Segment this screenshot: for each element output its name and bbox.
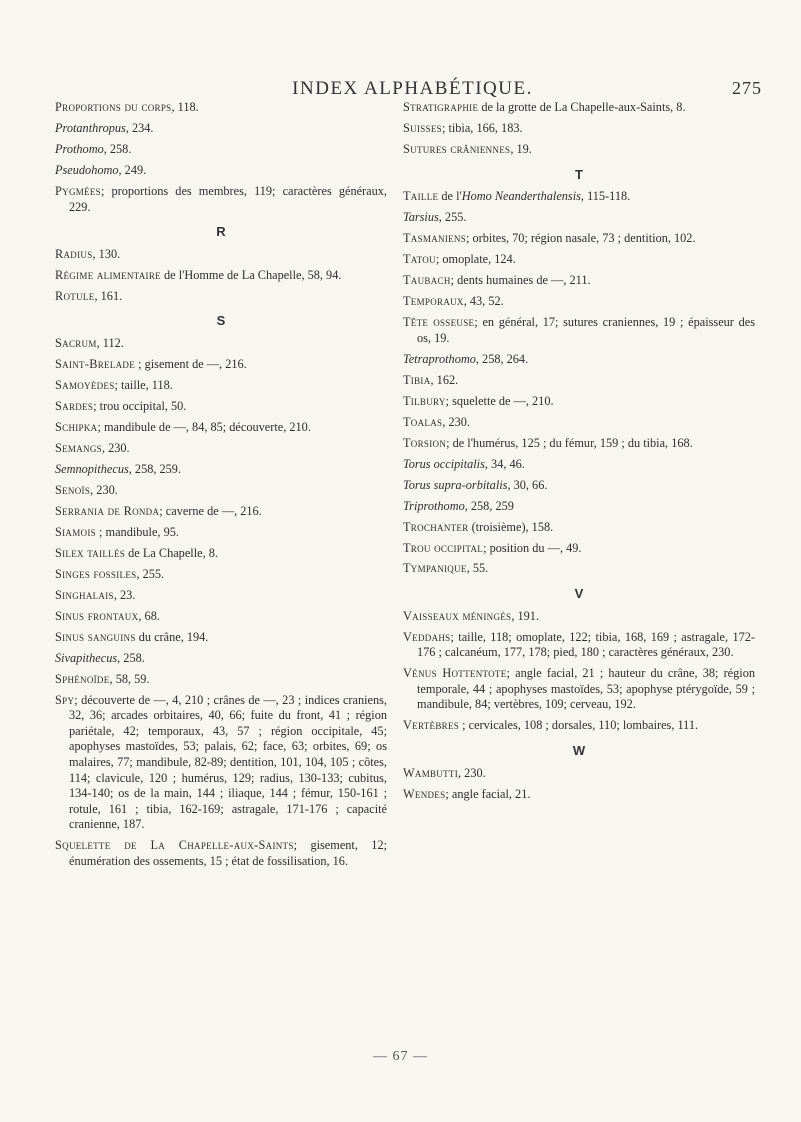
index-entry: Taubach; dents humaines de —, 211.: [403, 273, 591, 288]
index-entry: Rotule, 161.: [55, 288, 123, 303]
index-entry: Vénus Hottentote; angle facial, 21 ; hauteur du crâne, 38; région temporale, 44 ; apophyses mastoïdes, 53; apophyse ptérygoïde, 59 ; mandibule, 84; vertèbres, 109; cerveau, 192.: [403, 666, 755, 712]
index-entry: Temporaux, 43, 52.: [403, 294, 504, 309]
index-entry: Sinus frontaux, 68.: [55, 608, 160, 623]
index-entry: Saint-Brelade ; gisement de —, 216.: [55, 356, 247, 371]
index-entry: Serrania de Ronda; caverne de —, 216.: [55, 503, 262, 518]
section-letter: T: [575, 166, 583, 182]
index-entry: Tasmaniens; orbites, 70; région nasale, 73 ; dentition, 102.: [403, 231, 696, 246]
index-entry: Sivapithecus, 258.: [55, 650, 145, 665]
index-entry: Sardes; trou occipital, 50.: [55, 398, 187, 413]
index-entry: Spy; découverte de —, 4, 210 ; crânes de —, 23 ; indices craniens, 32, 36; arcades orbitaires, 40, 66; fuite du front, 41 ; région pariétale, 42; temporaux, 43, 57 ; région occipitale, 45; apophyses mastoïdes, 53; palais, 62; face, 63; orbites, 69; os malaires, 77; mandibule, 82-89; dentition, 101, 104, 105 ; côtes, 114; clavicule, 120 ; humérus, 129; radius, 130-133; cubitus, 134-140; os de la main, 144 ; iliaque, 144 ; fémur, 150-161 ; rotule, 161 ; tibia, 162-169; astragale, 171-176 ; capacité cranienne, 187.: [55, 692, 387, 832]
index-column-left: [55, 100, 387, 875]
index-entry: Singhalais, 23.: [55, 587, 136, 602]
section-letter: V: [574, 586, 584, 602]
index-entry: Tympanique, 55.: [403, 561, 489, 576]
index-entry: Samoyèdes; taille, 118.: [55, 377, 173, 392]
index-entry: Semangs, 230.: [55, 440, 130, 455]
index-entry: Tilbury; squelette de —, 210.: [403, 393, 554, 408]
index-entry: Suisses; tibia, 166, 183.: [403, 120, 523, 135]
index-entry: Semnopithecus, 258, 259.: [55, 461, 182, 476]
index-entry: Singes fossiles, 255.: [55, 566, 165, 581]
index-entry: Sphénoïde, 58, 59.: [55, 671, 150, 686]
index-entry: Torus occipitalis, 34, 46.: [403, 456, 525, 471]
index-entry: Tatou; omoplate, 124.: [403, 252, 516, 267]
index-entry: Sinus sanguins du crâne, 194.: [55, 629, 209, 644]
index-entry: Squelette de La Chapelle-aux-Saints; gisement, 12; énumération des ossements, 15 ; état de fossilisation, 16.: [55, 838, 388, 868]
index-entry: Siamois ; mandibule, 95.: [55, 524, 179, 539]
index-column-right: [403, 100, 755, 808]
index-entry: Pygmées; proportions des membres, 119; caractères généraux, 229.: [55, 183, 387, 214]
index-entry: Trou occipital; position du —, 49.: [403, 540, 582, 555]
page-footer: — 67 —: [373, 1049, 428, 1064]
running-title: INDEX ALPHABÉTIQUE.: [292, 78, 533, 99]
index-entry: Torus supra-orbitalis, 30, 66.: [403, 477, 548, 492]
page-number: 275: [732, 78, 762, 98]
index-entry: Pseudohomo, 249.: [55, 162, 147, 177]
index-entry: Tarsius, 255.: [403, 210, 467, 225]
index-entry: Schipka; mandibule de —, 84, 85; découverte, 210.: [55, 419, 311, 434]
index-entry: Sacrum, 112.: [55, 335, 124, 350]
index-entry: Triprothomo, 258, 259: [403, 498, 514, 513]
index-entry: Wambutti, 230.: [403, 765, 486, 780]
index-entry: Stratigraphie de la grotte de La Chapelle-aux-Saints, 8.: [403, 100, 686, 114]
index-entry: Taille de l'Homo Neanderthalensis, 115-118.: [403, 189, 631, 204]
index-entry: Tête osseuse; en général, 17; sutures craniennes, 19 ; épaisseur des os, 19.: [403, 315, 755, 345]
index-entry: Wendes; angle facial, 21.: [403, 786, 531, 801]
index-entry: Vaisseaux méningés, 191.: [403, 608, 540, 623]
section-letter: W: [572, 743, 586, 758]
index-entry: Trochanter (troisième), 158.: [403, 519, 554, 534]
index-entry: Senoïs, 230.: [55, 482, 118, 497]
index-entry: Silex taillés de La Chapelle, 8.: [55, 545, 218, 560]
section-letter: S: [216, 313, 226, 329]
index-entry: Tibia, 162.: [403, 372, 459, 387]
section-letter: R: [216, 224, 226, 240]
index-entry: Veddahs; taille, 118; omoplate, 122; tibia, 168, 169 ; astragale, 172-176 ; calcanéum, 177, 178; pied, 180 ; caractères généraux, 230.: [403, 629, 755, 660]
index-entry: Régime alimentaire de l'Homme de La Chapelle, 58, 94.: [55, 267, 342, 282]
index-entry: Prothomo, 258.: [55, 141, 132, 156]
index-entry: Sutures crâniennes, 19.: [403, 141, 532, 156]
index-entry: Tetraprothomo, 258, 264.: [403, 351, 529, 366]
index-entry: Proportions du corps, 118.: [55, 100, 199, 114]
index-entry: Protanthropus, 234.: [55, 120, 154, 135]
index-entry: Torsion; de l'humérus, 125 ; du fémur, 159 ; du tibia, 168.: [403, 435, 693, 450]
index-entry: Radius, 130.: [55, 246, 121, 261]
index-entry: Toalas, 230.: [403, 414, 470, 429]
index-entry: Vertèbres ; cervicales, 108 ; dorsales, 110; lombaires, 111.: [403, 718, 699, 733]
page-header: [55, 78, 770, 102]
